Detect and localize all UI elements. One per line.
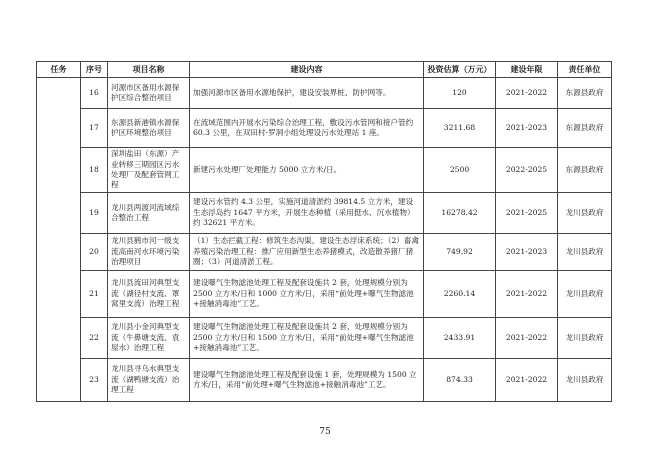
- row-number: 20: [81, 234, 108, 271]
- header-project-name: 项目名称: [108, 62, 190, 78]
- project-content: 加强河源市区备用水源地保护，建设安装界桩、防护网等。: [190, 78, 424, 109]
- header-unit: 责任单位: [558, 62, 612, 78]
- task-cell: [37, 78, 81, 402]
- row-number: 19: [81, 193, 108, 234]
- row-number: 16: [81, 78, 108, 109]
- project-name: 龙川县鹤市河一级支流高南河水环境污染治理项目: [108, 234, 190, 271]
- row-number: 21: [81, 271, 108, 318]
- project-content: 建设曝气生物滤池处理工程及配套设施 1 套，处理规模为 1500 立方米/日，采用“前处理+曝气生物滤池+接触消毒池”工艺。: [190, 359, 424, 402]
- project-period: 2021-2023: [496, 109, 558, 148]
- project-period: 2021-2022: [496, 359, 558, 402]
- responsible-unit: 龙川县政府: [558, 318, 612, 359]
- project-period: 2021-2023: [496, 234, 558, 271]
- project-investment: 749.92: [424, 234, 496, 271]
- project-period: 2021-2022: [496, 318, 558, 359]
- responsible-unit: 龙川县政府: [558, 234, 612, 271]
- project-content: 新建污水处理厂处理能力 5000 立方米/日。: [190, 148, 424, 193]
- table-row: [37, 359, 612, 402]
- header-number: 序号: [81, 62, 108, 78]
- table-row: [37, 78, 612, 109]
- table-row: [37, 148, 612, 193]
- project-period: 2021-2022: [496, 78, 558, 109]
- responsible-unit: 东源县政府: [558, 109, 612, 148]
- table-row: [37, 234, 612, 271]
- project-investment: 2433.91: [424, 318, 496, 359]
- project-content: 建设曝气生物滤池处理工程及配套设施共 2 套，处理规模分别为 2500 立方米/日和 1000 立方米/日，采用“前处理+曝气生物滤池+接触消毒池”工艺。: [190, 271, 424, 318]
- responsible-unit: 龙川县政府: [558, 271, 612, 318]
- project-investment: 2500: [424, 148, 496, 193]
- project-content: 建设曝气生物滤池处理工程及配套设施共 2 套，处理规模分别为 2500 立方米/日和 1500 立方米/日，采用“前处理+曝气生物滤池+接触消毒池”工艺。: [190, 318, 424, 359]
- project-content: （1）生态拦截工程：修筑生态沟渠，建设生态浮床系统；（2）畜禽养殖污染治理工程：推广应用新型生态养猪模式，改造散养猪厂猪圈；（3）河道清淤工程。: [190, 234, 424, 271]
- project-investment: 2260.14: [424, 271, 496, 318]
- project-investment: 120: [424, 78, 496, 109]
- header-content: 建设内容: [190, 62, 424, 78]
- project-name: 龙川县小金河典型支流（牛鼻塘支流、袁屋水）治理工程: [108, 318, 190, 359]
- row-number: 23: [81, 359, 108, 402]
- project-content: 在流域范围内开展水污染综合治理工程，敷设污水管网和接户管约 60.3 公里，在双田村-罗洞小组处理设污水处理站 1 座。: [190, 109, 424, 148]
- project-investment: 16278.42: [424, 193, 496, 234]
- project-name: 龙川县流田河典型支流（湖径村支流、罩窝里支流）治理工程: [108, 271, 190, 318]
- table-row: [37, 271, 612, 318]
- row-number: 18: [81, 148, 108, 193]
- table-row: [37, 193, 612, 234]
- project-table: [36, 61, 612, 402]
- responsible-unit: 东源县政府: [558, 78, 612, 109]
- header-period: 建设年限: [496, 62, 558, 78]
- project-investment: 874.33: [424, 359, 496, 402]
- responsible-unit: 龙川县政府: [558, 193, 612, 234]
- project-name: 东源县新港镇水源保护区环境整治项目: [108, 109, 190, 148]
- row-number: 17: [81, 109, 108, 148]
- header-task: 任务: [37, 62, 81, 78]
- responsible-unit: 龙川县政府: [558, 359, 612, 402]
- project-name: 龙川县寻乌水典型支流（湖鸭塘支流）治理工程: [108, 359, 190, 402]
- project-name: 河源市区备用水源保护区综合整治项目: [108, 78, 190, 109]
- project-investment: 3211.68: [424, 109, 496, 148]
- page-number: 75: [319, 427, 331, 437]
- table-row: [37, 318, 612, 359]
- project-content: 建设污水管约 4.3 公里，实施河道清淤约 39814.5 立方米，建设生态浮岛约 1647 平方米，开展生态种植（采用挺水、沉水植物）约 32621 平方米。: [190, 193, 424, 234]
- project-period: 2021-2022: [496, 271, 558, 318]
- row-number: 22: [81, 318, 108, 359]
- project-period: 2022-2025: [496, 148, 558, 193]
- header-investment: 投资估算（万元）: [424, 62, 496, 78]
- project-name: 深圳盐田（东源）产业转移三期园区污水处理厂及配套管网工程: [108, 148, 190, 193]
- table-row: [37, 109, 612, 148]
- header-row: [37, 62, 612, 78]
- project-name: 龙川县两渡河流域综合整治工程: [108, 193, 190, 234]
- responsible-unit: 东源县政府: [558, 148, 612, 193]
- project-period: 2021-2025: [496, 193, 558, 234]
